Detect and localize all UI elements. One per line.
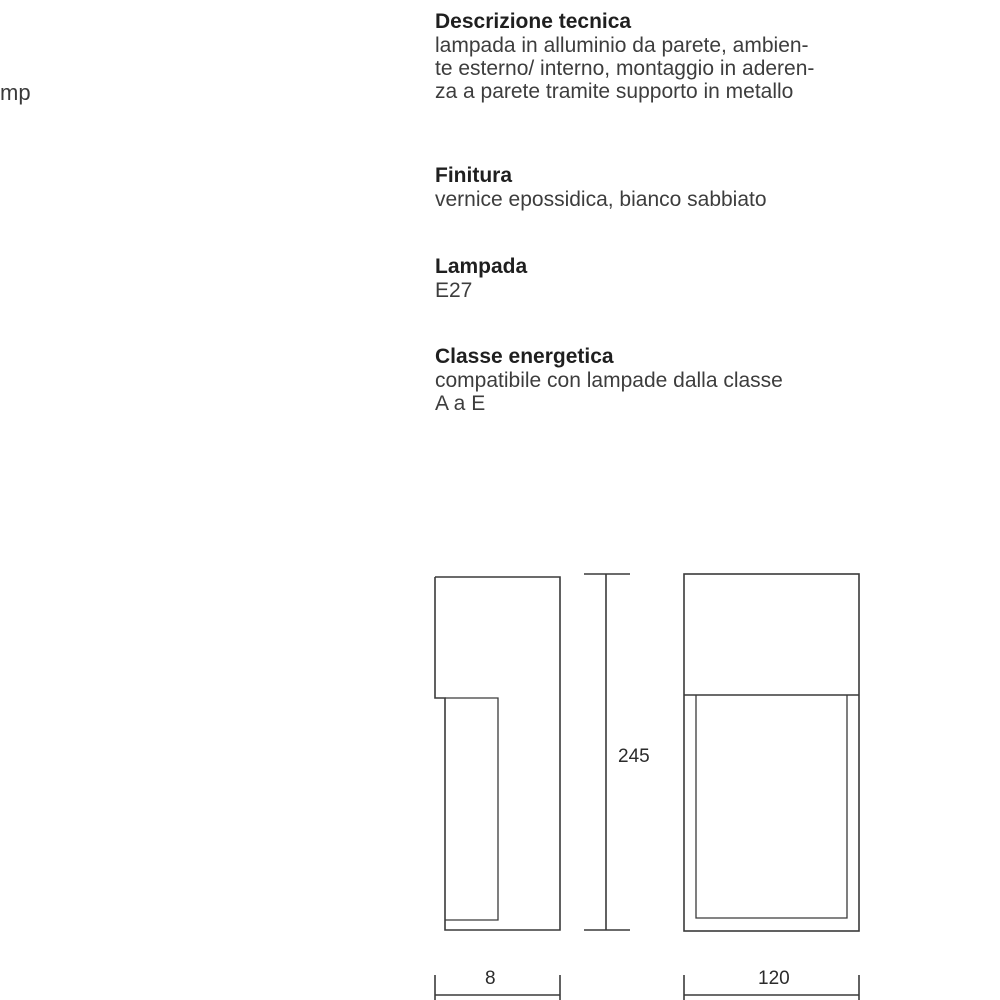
energy-class-title: Classe energetica	[435, 345, 614, 368]
technical-description-line: za a parete tramite supporto in metallo	[435, 80, 794, 103]
lamp-text: E27	[435, 279, 473, 302]
side-view-outline	[435, 577, 560, 930]
height-dimension-label: 245	[618, 746, 650, 767]
energy-class-text-continued: A a E	[435, 392, 486, 415]
depth-dimension-label: 8	[485, 968, 496, 989]
width-dimension-label: 120	[758, 968, 790, 989]
depth-dimension-line	[435, 975, 560, 1000]
finish-title: Finitura	[435, 164, 512, 187]
finish-text: vernice epossidica, bianco sabbiato	[435, 188, 767, 211]
energy-class-text: compatibile con lampade dalla classe	[435, 369, 783, 392]
technical-description-line: te esterno/ interno, montaggio in aderen-	[435, 57, 815, 80]
front-view-outline	[684, 574, 859, 931]
technical-description-line: lampada in alluminio da parete, ambien-	[435, 34, 809, 57]
lamp-title: Lampada	[435, 255, 528, 278]
cut-off-text: mp	[0, 80, 31, 105]
technical-description-title: Descrizione tecnica	[435, 10, 632, 33]
